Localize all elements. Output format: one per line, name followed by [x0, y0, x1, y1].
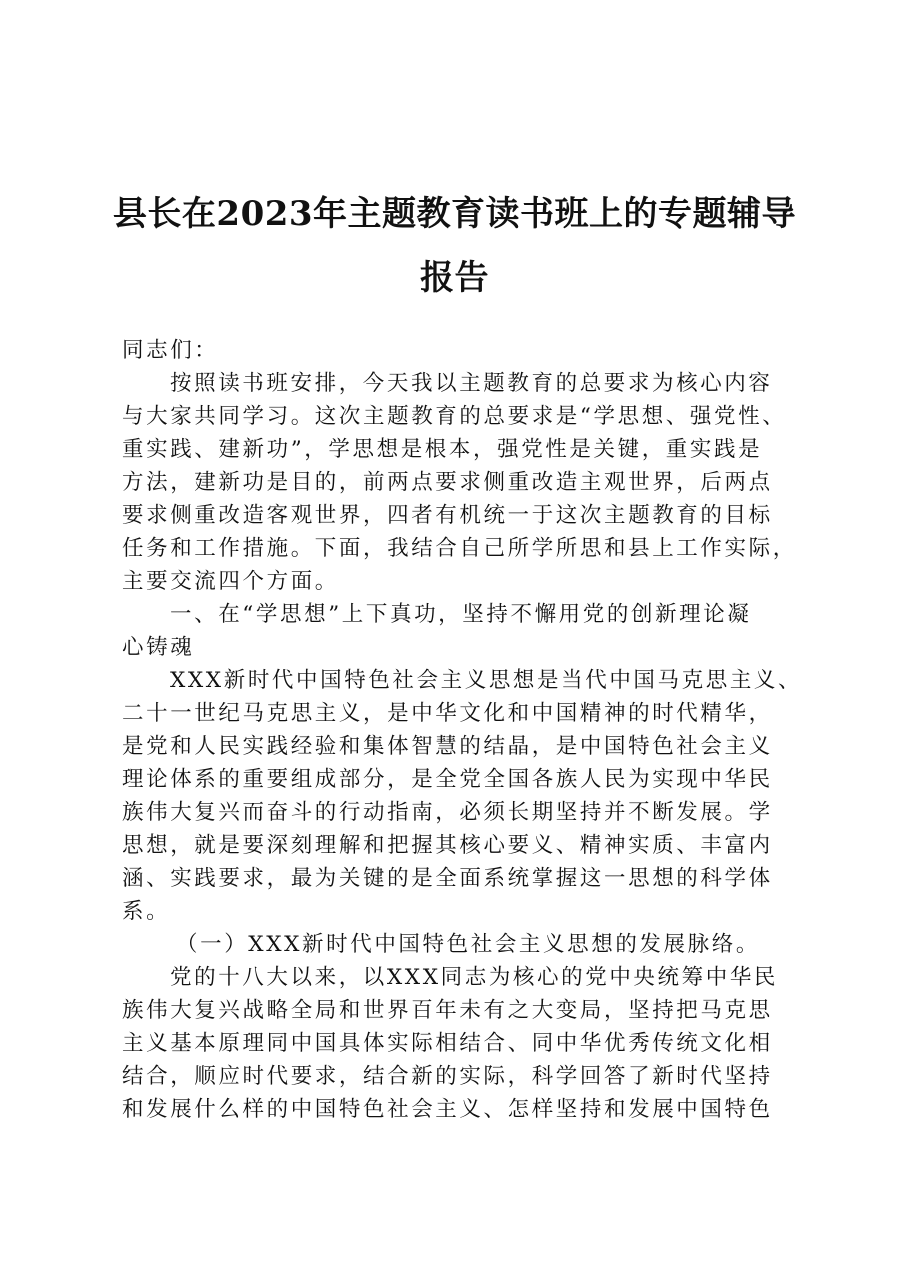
salutation: 同志们： [122, 338, 219, 363]
body-line: 二十一世纪马克思主义，是中华文化和中国精神的时代精华， [122, 701, 773, 726]
body-line: 涵、实践要求，最为关键的是全面系统掌握这一思想的科学体 [122, 866, 773, 891]
document-title-line-2: 报告 [420, 258, 489, 298]
body-line: 主义基本原理同中国具体实际相结合、同中华优秀传统文化相 [122, 1031, 773, 1056]
body-line: 主要交流四个方面。 [122, 569, 339, 594]
body-line: 要求侧重改造客观世界，四者有机统一于这次主题教育的目标 [122, 503, 773, 528]
body-line: 系。 [122, 899, 171, 924]
body-line: 按照读书班安排，今天我以主题教育的总要求为核心内容 [170, 371, 773, 396]
section-heading: 一、在“学思想”上下真功，坚持不懈用党的创新理论凝 [170, 602, 752, 627]
body-line: 族伟大复兴而奋斗的行动指南，必须长期坚持并不断发展。学 [122, 800, 773, 825]
body-line: 族伟大复兴战略全局和世界百年未有之大变局，坚持把马克思 [122, 998, 773, 1023]
section-heading-cont: 心铸魂 [122, 635, 195, 660]
body-line: 思想，就是要深刻理解和把握其核心要义、精神实质、丰富内 [122, 833, 773, 858]
body-line: 方法，建新功是目的，前两点要求侧重改造主观世界，后两点 [122, 470, 773, 495]
body-line: 是党和人民实践经验和集体智慧的结晶，是中国特色社会主义 [122, 734, 773, 759]
body-line: 重实践、建新功”，学思想是根本，强党性是关键，重实践是 [122, 437, 763, 462]
body-line: 和发展什么样的中国特色社会主义、怎样坚持和发展中国特色 [122, 1097, 773, 1122]
body-line: 结合，顺应时代要求，结合新的实际，科学回答了新时代坚持 [122, 1064, 773, 1089]
body-line: 与大家共同学习。这次主题教育的总要求是“学思想、强党性、 [122, 404, 787, 429]
body-line: XXX新时代中国特色社会主义思想是当代中国马克思主义、 [170, 668, 803, 693]
body-line: 理论体系的重要组成部分，是全党全国各族人民为实现中华民 [122, 767, 773, 792]
body-line: 党的十八大以来，以XXX同志为核心的党中央统筹中华民 [170, 965, 779, 990]
body-line: 任务和工作措施。下面，我结合自己所学所思和县上工作实际， [122, 536, 797, 561]
document-title-line-1: 县长在2023年主题教育读书班上的专题辅导 [112, 194, 797, 234]
subsection-heading: （一）XXX新时代中国特色社会主义思想的发展脉络。 [176, 932, 760, 957]
